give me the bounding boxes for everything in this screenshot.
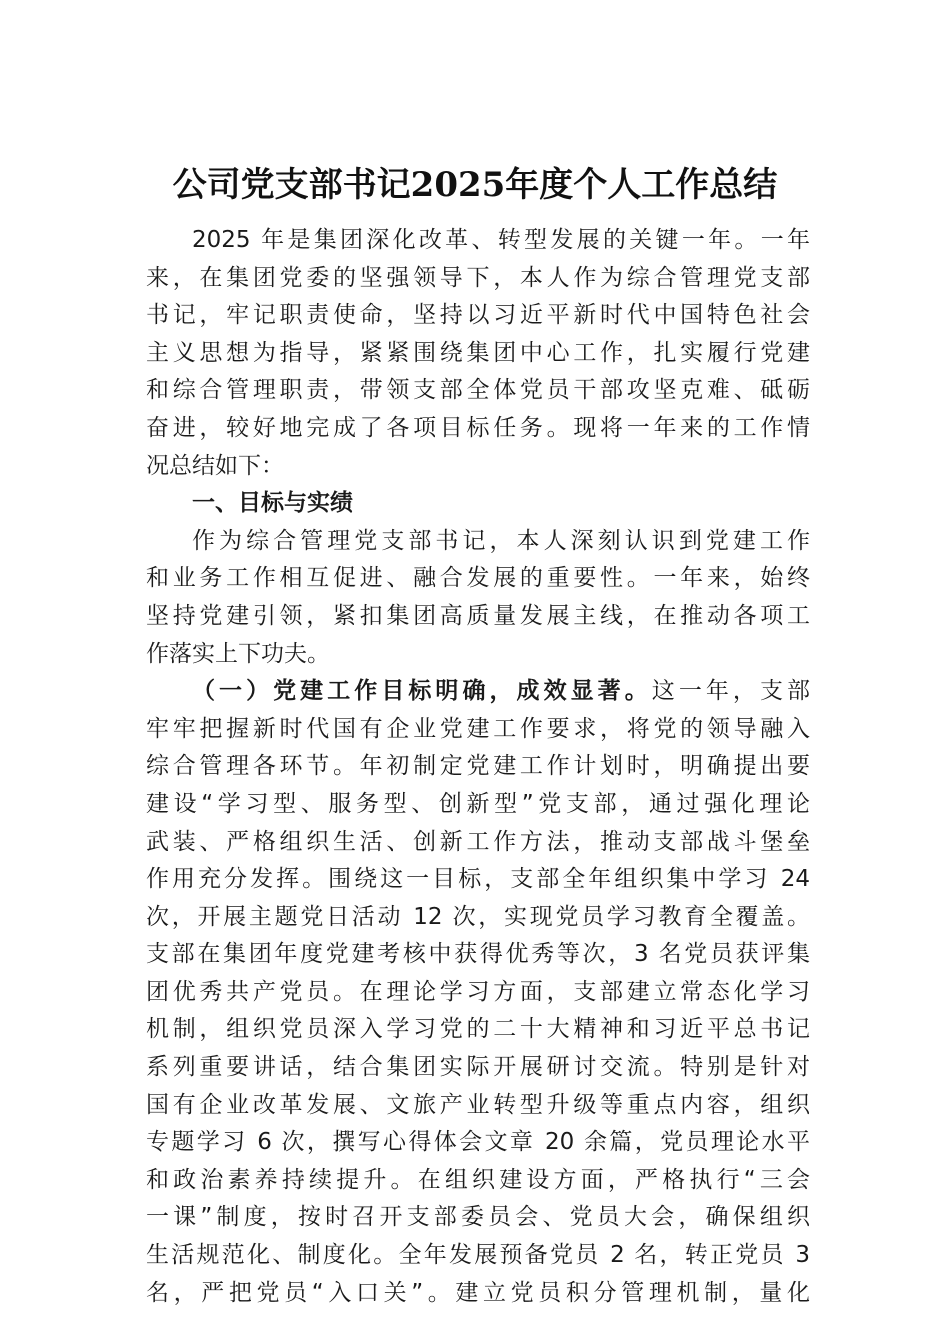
text-line xyxy=(146,673,810,711)
text-line: 作用充分发挥。围绕这一目标，支部全年组织集中学习 24 xyxy=(146,866,810,893)
text-line: 书记，牢记职责使命，坚持以习近平新时代中国特色社会 xyxy=(146,302,810,329)
text-line: 况总结如下： xyxy=(146,452,284,479)
text-line: 和政治素养持续提升。在组织建设方面，严格执行“三会 xyxy=(146,1166,810,1193)
text-line: 奋进，较好地完成了各项目标任务。现将一年来的工作情 xyxy=(146,414,810,441)
document-title: 公司党支部书记2025年度个人工作总结 xyxy=(172,165,778,205)
text-line: 坚持党建引领，紧扣集团高质量发展主线，在推动各项工 xyxy=(146,602,810,629)
subheading-bold: （一）党建工作目标明确，成效显著。 xyxy=(192,678,652,705)
text-line: 系列重要讲话，结合集团实际开展研讨交流。特别是针对 xyxy=(146,1054,810,1081)
text-line: 来，在集团党委的坚强领导下，本人作为综合管理党支部 xyxy=(146,264,810,291)
paragraph-intro xyxy=(146,222,810,485)
text-line: 生活规范化、制度化。全年发展预备党员 2 名，转正党员 3 xyxy=(146,1242,810,1269)
text-line: 机制，组织党员深入学习党的二十大精神和习近平总书记 xyxy=(146,1016,810,1043)
text-line: 主义思想为指导，紧紧围绕集团中心工作，扎实履行党建 xyxy=(146,339,810,366)
paragraph-party-building xyxy=(146,673,810,1312)
text-line: 和业务工作相互促进、融合发展的重要性。一年来，始终 xyxy=(146,565,810,592)
text-line: 名，严把党员“入口关”。建立党员积分管理机制，量化 xyxy=(146,1279,810,1306)
text-line: 次，开展主题党日活动 12 次，实现党员学习教育全覆盖。 xyxy=(146,903,810,930)
text-line: 团优秀共产党员。在理论学习方面，支部建立常态化学习 xyxy=(146,978,810,1005)
text-line: 建设“学习型、服务型、创新型”党支部，通过强化理论 xyxy=(146,790,810,817)
text-line: 国有企业改革发展、文旅产业转型升级等重点内容，组织 xyxy=(146,1091,810,1118)
text-line: 一课”制度，按时召开支部委员会、党员大会，确保组织 xyxy=(146,1204,810,1231)
section-heading: 一、目标与实绩 xyxy=(192,490,353,517)
text-line: 支部在集团年度党建考核中获得优秀等次，3 名党员获评集 xyxy=(146,941,810,968)
text-run: 这一年，支部 xyxy=(651,678,811,705)
text-line: 和综合管理职责，带领支部全体党员干部攻坚克难、砥砺 xyxy=(146,377,810,404)
text-line: 2025 年是集团深化改革、转型发展的关键一年。一年 xyxy=(192,227,810,253)
text-line: 作落实上下功夫。 xyxy=(146,640,330,667)
text-line: 作为综合管理党支部书记，本人深刻认识到党建工作 xyxy=(192,527,810,554)
document-body xyxy=(146,222,810,1312)
text-line: 牢牢把握新时代国有企业党建工作要求，将党的领导融入 xyxy=(146,715,810,742)
text-line: 武装、严格组织生活、创新工作方法，推动支部战斗堡垒 xyxy=(146,828,810,855)
text-line: 综合管理各环节。年初制定党建工作计划时，明确提出要 xyxy=(146,753,810,780)
paragraph-goals xyxy=(146,523,810,673)
text-line: 专题学习 6 次，撰写心得体会文章 20 余篇，党员理论水平 xyxy=(146,1129,810,1156)
